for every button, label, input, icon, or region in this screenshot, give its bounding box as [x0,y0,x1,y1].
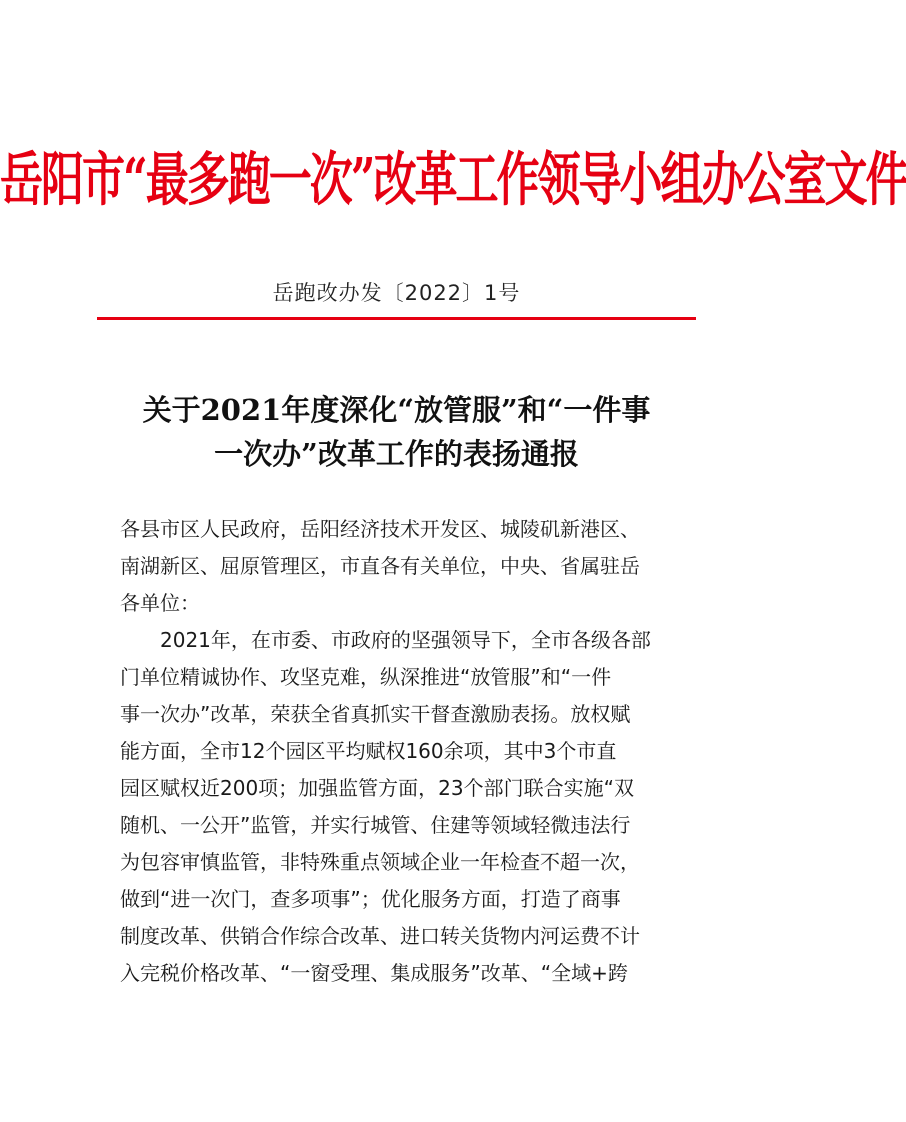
addressee-line: 南湖新区、屈原管理区，市直各有关单位，中央、省属驻岳 [120,554,640,578]
body-line: 做到“进一次门，查多项事”；优化服务方面，打造了商事 [120,887,621,911]
body-line: 门单位精诚协作、攻坚克难，纵深推进“放管服”和“一件 [120,665,612,689]
document-number: 岳跑改办发〔2022〕1号 [272,281,521,305]
red-divider-line [97,317,696,320]
masthead-title: 岳阳市“最多跑一次”改革工作领导小组办公室文件 [0,146,906,215]
body-line: 能方面，全市12个园区平均赋权160余项，其中3个市直 [120,739,617,763]
body-line: 制度改革、供销合作综合改革、进口转关货物内河运费不计 [120,924,640,948]
body-line: 随机、一公开”监管，并实行城管、住建等领域轻微违法行 [120,813,631,837]
body-line: 事一次办”改革，荣获全省真抓实干督查激励表扬。放权赋 [120,702,631,726]
body-line: 入完税价格改革、“一窗受理、集成服务”改革、“全域+跨 [120,961,628,985]
document-body [120,511,680,992]
body-line: 园区赋权近200项；加强监管方面，23个部门联合实施“双 [120,776,634,800]
notice-title [0,388,793,476]
notice-title-line-1: 关于2021年度深化“放管服”和“一件事 [142,393,651,427]
addressee-line: 各县市区人民政府，岳阳经济技术开发区、城陵矶新港区、 [120,517,640,541]
body-line: 2021年，在市委、市政府的坚强领导下，全市各级各部 [160,628,651,652]
addressee-line: 各单位： [120,591,200,615]
body-line: 为包容审慎监管，非特殊重点领域企业一年检查不超一次， [120,850,640,874]
notice-title-line-2: 一次办”改革工作的表扬通报 [214,437,579,471]
